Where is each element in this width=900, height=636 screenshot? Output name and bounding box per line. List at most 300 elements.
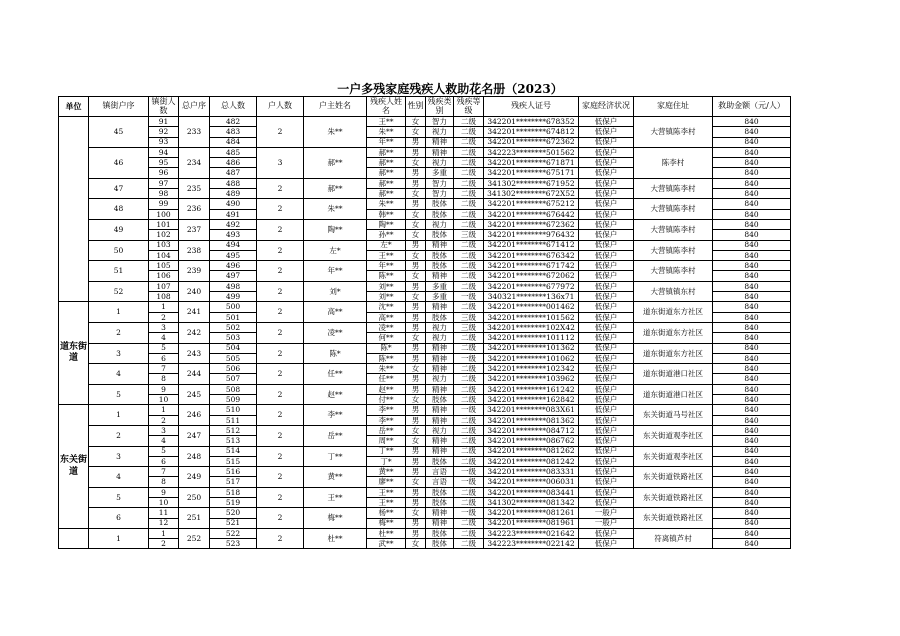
cell: 二级 bbox=[454, 302, 484, 312]
cell: 342201********103962 bbox=[484, 374, 579, 384]
cell: 840 bbox=[713, 528, 791, 538]
cell: 低保户 bbox=[579, 189, 634, 199]
cell: 840 bbox=[713, 199, 791, 209]
cell: 一级 bbox=[454, 477, 484, 487]
merged-cell: 东关街道观李社区 bbox=[634, 425, 713, 446]
cell: 342201********101562 bbox=[484, 312, 579, 322]
cell: 516 bbox=[210, 467, 257, 477]
cell: 女 bbox=[406, 189, 426, 199]
cell: 女 bbox=[406, 209, 426, 219]
cell: 840 bbox=[713, 281, 791, 291]
cell: 840 bbox=[713, 333, 791, 343]
cell: 518 bbox=[210, 487, 257, 497]
cell: 840 bbox=[713, 374, 791, 384]
merged-cell: 238 bbox=[179, 240, 210, 261]
cell: 低保户 bbox=[579, 312, 634, 322]
cell: 341302********671952 bbox=[484, 178, 579, 188]
cell: 102 bbox=[149, 230, 179, 240]
cell: 视力 bbox=[426, 219, 454, 229]
cell: 522 bbox=[210, 528, 257, 538]
cell: 342223********501562 bbox=[484, 147, 579, 157]
cell: 男 bbox=[406, 240, 426, 250]
merged-cell: 235 bbox=[179, 178, 210, 199]
cell: 840 bbox=[713, 240, 791, 250]
cell: 342201********081261 bbox=[484, 508, 579, 518]
table-row bbox=[59, 261, 791, 271]
cell: 刘** bbox=[367, 281, 406, 291]
merged-cell: 3 bbox=[89, 446, 149, 467]
cell: 5 bbox=[149, 446, 179, 456]
cell: 499 bbox=[210, 292, 257, 302]
cell: 342201********677972 bbox=[484, 281, 579, 291]
cell: 342201********678352 bbox=[484, 117, 579, 127]
cell: 男 bbox=[406, 147, 426, 157]
cell: 精神 bbox=[426, 508, 454, 518]
cell: 低保户 bbox=[579, 364, 634, 374]
cell: 肢体 bbox=[426, 456, 454, 466]
cell: 低保户 bbox=[579, 240, 634, 250]
cell: 840 bbox=[713, 271, 791, 281]
cell: 男 bbox=[406, 343, 426, 353]
cell: 8 bbox=[149, 374, 179, 384]
table-row bbox=[59, 446, 791, 456]
merged-cell: 大营镇陈李村 bbox=[634, 178, 713, 199]
cell: 低保户 bbox=[579, 384, 634, 394]
cell: 男 bbox=[406, 178, 426, 188]
merged-cell: 2 bbox=[257, 199, 304, 220]
cell: 500 bbox=[210, 302, 257, 312]
cell: 陈** bbox=[367, 353, 406, 363]
cell: 97 bbox=[149, 178, 179, 188]
cell: 言语 bbox=[426, 467, 454, 477]
cell: 周** bbox=[367, 436, 406, 446]
cell: 二级 bbox=[454, 271, 484, 281]
cell: 二级 bbox=[454, 364, 484, 374]
cell: 岳** bbox=[367, 425, 406, 435]
merged-cell: 233 bbox=[179, 117, 210, 148]
cell: 491 bbox=[210, 209, 257, 219]
cell: 低保户 bbox=[579, 230, 634, 240]
cell: 一级 bbox=[454, 405, 484, 415]
cell: 106 bbox=[149, 271, 179, 281]
cell: 凌** bbox=[367, 322, 406, 332]
cell: 1 bbox=[149, 528, 179, 538]
merged-cell: 248 bbox=[179, 446, 210, 467]
cell: 94 bbox=[149, 147, 179, 157]
cell: 王** bbox=[367, 250, 406, 260]
cell: 低保户 bbox=[579, 333, 634, 343]
cell: 二级 bbox=[454, 209, 484, 219]
cell: 342201********101112 bbox=[484, 333, 579, 343]
merged-cell: 郝** bbox=[304, 147, 367, 178]
column-header: 家庭经济状况 bbox=[579, 97, 634, 117]
cell: 男 bbox=[406, 302, 426, 312]
cell: 342201********671742 bbox=[484, 261, 579, 271]
cell: 840 bbox=[713, 158, 791, 168]
cell: 低保户 bbox=[579, 446, 634, 456]
merged-cell: 2 bbox=[89, 322, 149, 343]
cell: 男 bbox=[406, 199, 426, 209]
merged-cell: 45 bbox=[89, 117, 149, 148]
merged-cell: 2 bbox=[89, 425, 149, 446]
merged-cell: 2 bbox=[257, 405, 304, 426]
cell: 511 bbox=[210, 415, 257, 425]
cell: 精神 bbox=[426, 405, 454, 415]
cell: 低保户 bbox=[579, 405, 634, 415]
cell: 840 bbox=[713, 477, 791, 487]
cell: 342201********676342 bbox=[484, 250, 579, 260]
cell: 李** bbox=[367, 405, 406, 415]
merged-cell: 大营镇镇东村 bbox=[634, 281, 713, 302]
cell: 9 bbox=[149, 384, 179, 394]
cell: 510 bbox=[210, 405, 257, 415]
cell: 342201********161242 bbox=[484, 384, 579, 394]
cell: 低保户 bbox=[579, 497, 634, 507]
cell: 512 bbox=[210, 425, 257, 435]
merged-cell: 东关街道马号社区 bbox=[634, 405, 713, 426]
cell: 女 bbox=[406, 117, 426, 127]
cell: 低保户 bbox=[579, 528, 634, 538]
cell: 高** bbox=[367, 312, 406, 322]
cell: 二级 bbox=[454, 539, 484, 549]
table-row bbox=[59, 117, 791, 127]
column-header: 残疾人证号 bbox=[484, 97, 579, 117]
cell: 低保户 bbox=[579, 158, 634, 168]
cell: 精神 bbox=[426, 415, 454, 425]
column-header: 家庭住址 bbox=[634, 97, 713, 117]
cell: 484 bbox=[210, 137, 257, 147]
cell: 二级 bbox=[454, 343, 484, 353]
cell: 精神 bbox=[426, 364, 454, 374]
cell: 女 bbox=[406, 539, 426, 549]
table-row bbox=[59, 178, 791, 188]
cell: 三级 bbox=[454, 322, 484, 332]
cell: 342201********081242 bbox=[484, 456, 579, 466]
unit-cell: 东关街道 bbox=[59, 405, 89, 529]
cell: 二级 bbox=[454, 395, 484, 405]
cell: 840 bbox=[713, 456, 791, 466]
cell: 8 bbox=[149, 477, 179, 487]
merged-cell: 道东街道港口社区 bbox=[634, 364, 713, 385]
cell: 女 bbox=[406, 250, 426, 260]
cell: 2 bbox=[149, 415, 179, 425]
cell: 三级 bbox=[454, 312, 484, 322]
cell: 精神 bbox=[426, 147, 454, 157]
cell: 付** bbox=[367, 395, 406, 405]
cell: 低保户 bbox=[579, 467, 634, 477]
cell: 3 bbox=[149, 425, 179, 435]
cell: 智力 bbox=[426, 117, 454, 127]
merged-cell: 243 bbox=[179, 343, 210, 364]
merged-cell: 2 bbox=[257, 219, 304, 240]
cell: 肢体 bbox=[426, 487, 454, 497]
cell: 840 bbox=[713, 189, 791, 199]
cell: 二级 bbox=[454, 261, 484, 271]
merged-cell: 249 bbox=[179, 467, 210, 488]
cell: 肢体 bbox=[426, 539, 454, 549]
cell: 二级 bbox=[454, 137, 484, 147]
cell: 840 bbox=[713, 137, 791, 147]
cell: 10 bbox=[149, 497, 179, 507]
cell: 342223********021642 bbox=[484, 528, 579, 538]
cell: 96 bbox=[149, 168, 179, 178]
cell: 492 bbox=[210, 219, 257, 229]
cell: 342201********081961 bbox=[484, 518, 579, 528]
cell: 女 bbox=[406, 477, 426, 487]
cell: 1 bbox=[149, 302, 179, 312]
unit-cell bbox=[59, 528, 89, 549]
cell: 低保户 bbox=[579, 343, 634, 353]
cell: 低保户 bbox=[579, 487, 634, 497]
cell: 朱** bbox=[367, 199, 406, 209]
cell: 男 bbox=[406, 137, 426, 147]
cell: 485 bbox=[210, 147, 257, 157]
cell: 朱** bbox=[367, 127, 406, 137]
cell: 何** bbox=[367, 333, 406, 343]
cell: 男 bbox=[406, 353, 426, 363]
cell: 340321********136x71 bbox=[484, 292, 579, 302]
cell: 840 bbox=[713, 219, 791, 229]
cell: 多重 bbox=[426, 292, 454, 302]
cell: 男 bbox=[406, 312, 426, 322]
cell: 840 bbox=[713, 415, 791, 425]
merged-cell: 年** bbox=[304, 261, 367, 282]
cell: 梅** bbox=[367, 518, 406, 528]
merged-cell: 5 bbox=[89, 384, 149, 405]
cell: 言语 bbox=[426, 477, 454, 487]
merged-cell: 50 bbox=[89, 240, 149, 261]
cell: 低保户 bbox=[579, 425, 634, 435]
cell: 7 bbox=[149, 467, 179, 477]
column-header: 总户序 bbox=[179, 97, 210, 117]
merged-cell: 2 bbox=[257, 487, 304, 508]
merged-cell: 陶** bbox=[304, 219, 367, 240]
column-header: 残疾等级 bbox=[454, 97, 484, 117]
cell: 二级 bbox=[454, 518, 484, 528]
merged-cell: 4 bbox=[89, 467, 149, 488]
cell: 精神 bbox=[426, 271, 454, 281]
cell: 男 bbox=[406, 374, 426, 384]
cell: 女 bbox=[406, 436, 426, 446]
cell: 低保户 bbox=[579, 209, 634, 219]
cell: 二级 bbox=[454, 219, 484, 229]
cell: 精神 bbox=[426, 353, 454, 363]
cell: 342201********081362 bbox=[484, 415, 579, 425]
cell: 840 bbox=[713, 322, 791, 332]
cell: 342201********675171 bbox=[484, 168, 579, 178]
merged-cell: 2 bbox=[257, 467, 304, 488]
cell: 342201********671871 bbox=[484, 158, 579, 168]
cell: 视力 bbox=[426, 333, 454, 343]
merged-cell: 2 bbox=[257, 343, 304, 364]
cell: 495 bbox=[210, 250, 257, 260]
cell: 郝** bbox=[367, 158, 406, 168]
cell: 多重 bbox=[426, 281, 454, 291]
cell: 二级 bbox=[454, 456, 484, 466]
merged-cell: 大营镇陈李村 bbox=[634, 117, 713, 148]
cell: 341302********081342 bbox=[484, 497, 579, 507]
cell: 二级 bbox=[454, 374, 484, 384]
merged-cell: 道东街道港口社区 bbox=[634, 384, 713, 405]
table-row bbox=[59, 425, 791, 435]
cell: 12 bbox=[149, 518, 179, 528]
merged-cell: 1 bbox=[89, 528, 149, 549]
cell: 二级 bbox=[454, 147, 484, 157]
cell: 一级 bbox=[454, 292, 484, 302]
cell: 低保户 bbox=[579, 302, 634, 312]
cell: 视力 bbox=[426, 374, 454, 384]
cell: 男 bbox=[406, 261, 426, 271]
merged-cell: 237 bbox=[179, 219, 210, 240]
cell: 低保户 bbox=[579, 456, 634, 466]
cell: 520 bbox=[210, 508, 257, 518]
merged-cell: 240 bbox=[179, 281, 210, 302]
cell: 490 bbox=[210, 199, 257, 209]
cell: 342201********676442 bbox=[484, 209, 579, 219]
cell: 女 bbox=[406, 127, 426, 137]
cell: 342223********022142 bbox=[484, 539, 579, 549]
cell: 92 bbox=[149, 127, 179, 137]
merged-cell: 东关街道铁路社区 bbox=[634, 467, 713, 488]
cell: 低保户 bbox=[579, 271, 634, 281]
cell: 3 bbox=[149, 322, 179, 332]
cell: 低保户 bbox=[579, 292, 634, 302]
cell: 二级 bbox=[454, 189, 484, 199]
cell: 9 bbox=[149, 487, 179, 497]
column-header: 总人数 bbox=[210, 97, 257, 117]
cell: 女 bbox=[406, 219, 426, 229]
table-row bbox=[59, 219, 791, 229]
unit-cell: 道东街道 bbox=[59, 302, 89, 405]
merged-cell: 刘* bbox=[304, 281, 367, 302]
cell: 低保户 bbox=[579, 374, 634, 384]
table-row bbox=[59, 343, 791, 353]
cell: 493 bbox=[210, 230, 257, 240]
cell: 任** bbox=[367, 374, 406, 384]
cell: 丁** bbox=[367, 446, 406, 456]
merged-cell: 2 bbox=[257, 281, 304, 302]
cell: 519 bbox=[210, 497, 257, 507]
merged-cell: 凌** bbox=[304, 322, 367, 343]
cell: 二级 bbox=[454, 415, 484, 425]
cell: 低保户 bbox=[579, 415, 634, 425]
cell: 二级 bbox=[454, 436, 484, 446]
cell: 91 bbox=[149, 117, 179, 127]
cell: 视力 bbox=[426, 127, 454, 137]
cell: 武** bbox=[367, 539, 406, 549]
cell: 男 bbox=[406, 497, 426, 507]
cell: 黄** bbox=[367, 467, 406, 477]
merged-cell: 道东街道东方社区 bbox=[634, 343, 713, 364]
cell: 精神 bbox=[426, 240, 454, 250]
cell: 男 bbox=[406, 405, 426, 415]
cell: 507 bbox=[210, 374, 257, 384]
merged-cell: 道东街道东方社区 bbox=[634, 322, 713, 343]
cell: 精神 bbox=[426, 446, 454, 456]
table-row bbox=[59, 405, 791, 415]
merged-cell: 246 bbox=[179, 405, 210, 426]
merged-cell: 陈* bbox=[304, 343, 367, 364]
cell: 女 bbox=[406, 364, 426, 374]
merged-cell: 47 bbox=[89, 178, 149, 199]
merged-cell: 252 bbox=[179, 528, 210, 549]
cell: 二级 bbox=[454, 250, 484, 260]
merged-cell: 2 bbox=[257, 117, 304, 148]
cell: 840 bbox=[713, 147, 791, 157]
cell: 488 bbox=[210, 178, 257, 188]
cell: 840 bbox=[713, 343, 791, 353]
cell: 840 bbox=[713, 497, 791, 507]
cell: 103 bbox=[149, 240, 179, 250]
merged-cell: 道东街道东方社区 bbox=[634, 302, 713, 323]
cell: 低保户 bbox=[579, 250, 634, 260]
cell: 342201********081262 bbox=[484, 446, 579, 456]
cell: 精神 bbox=[426, 343, 454, 353]
cell: 108 bbox=[149, 292, 179, 302]
cell: 男 bbox=[406, 446, 426, 456]
merged-cell: 东关街道观李社区 bbox=[634, 446, 713, 467]
cell: 515 bbox=[210, 456, 257, 466]
cell: 肢体 bbox=[426, 497, 454, 507]
cell: 郝** bbox=[367, 189, 406, 199]
column-header: 残疾类别 bbox=[427, 96, 452, 115]
cell: 陈** bbox=[367, 271, 406, 281]
merged-cell: 1 bbox=[89, 302, 149, 323]
merged-cell: 黄** bbox=[304, 467, 367, 488]
cell: 二级 bbox=[454, 528, 484, 538]
cell: 506 bbox=[210, 364, 257, 374]
cell: 95 bbox=[149, 158, 179, 168]
cell: 女 bbox=[406, 508, 426, 518]
cell: 840 bbox=[713, 446, 791, 456]
table-row bbox=[59, 467, 791, 477]
merged-cell: 2 bbox=[257, 384, 304, 405]
cell: 342201********006031 bbox=[484, 477, 579, 487]
cell: 342201********672362 bbox=[484, 219, 579, 229]
merged-cell: 符离镇芦村 bbox=[634, 528, 713, 549]
roster-table bbox=[58, 96, 791, 549]
cell: 342201********083X61 bbox=[484, 405, 579, 415]
merged-cell: 51 bbox=[89, 261, 149, 282]
cell: 二级 bbox=[454, 333, 484, 343]
table-row bbox=[59, 508, 791, 518]
cell: 低保户 bbox=[579, 322, 634, 332]
cell: 840 bbox=[713, 425, 791, 435]
table-row bbox=[59, 240, 791, 250]
cell: 840 bbox=[713, 127, 791, 137]
cell: 342201********102342 bbox=[484, 364, 579, 374]
cell: 840 bbox=[713, 467, 791, 477]
merged-cell: 6 bbox=[89, 508, 149, 529]
cell: 一级 bbox=[454, 467, 484, 477]
merged-cell: 高** bbox=[304, 302, 367, 323]
cell: 494 bbox=[210, 240, 257, 250]
cell: 342201********101062 bbox=[484, 353, 579, 363]
cell: 沈** bbox=[367, 302, 406, 312]
cell: 840 bbox=[713, 168, 791, 178]
merged-cell: 大营镇陈李村 bbox=[634, 219, 713, 240]
cell: 840 bbox=[713, 230, 791, 240]
cell: 489 bbox=[210, 189, 257, 199]
cell: 杜** bbox=[367, 528, 406, 538]
cell: 486 bbox=[210, 158, 257, 168]
cell: 一级 bbox=[454, 508, 484, 518]
cell: 二级 bbox=[454, 158, 484, 168]
cell: 2 bbox=[149, 312, 179, 322]
merged-cell: 2 bbox=[257, 528, 304, 549]
merged-cell: 236 bbox=[179, 199, 210, 220]
cell: 98 bbox=[149, 189, 179, 199]
